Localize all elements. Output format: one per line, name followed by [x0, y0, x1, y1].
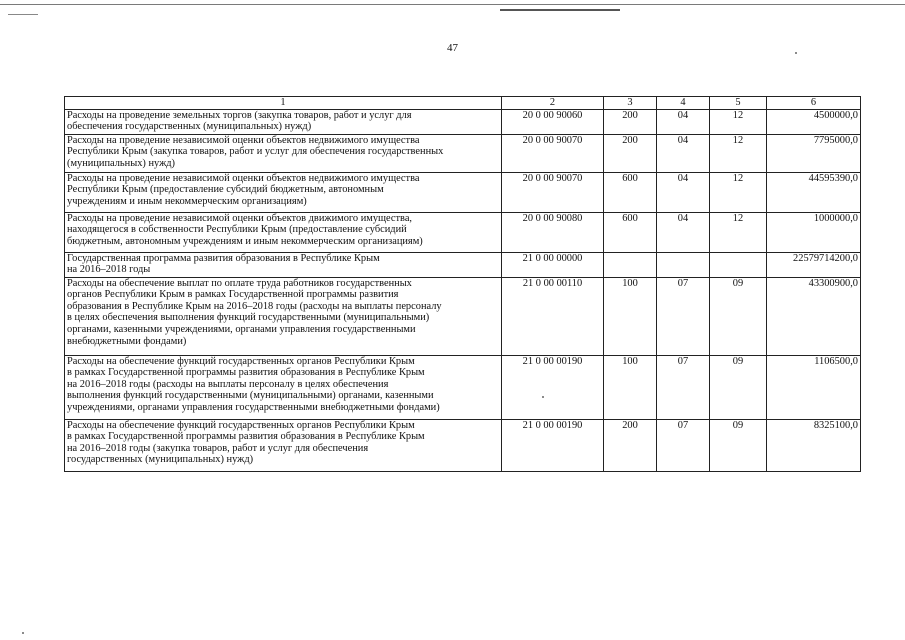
- row-amount: 22579714200,0: [767, 252, 861, 277]
- header-col-4: 4: [657, 97, 710, 110]
- row-section: 07: [657, 277, 710, 355]
- table-row: [65, 109, 861, 134]
- row-subsection: 12: [710, 172, 767, 212]
- row-amount: 7795000,0: [767, 134, 861, 172]
- row-subsection: 09: [710, 277, 767, 355]
- row-code: 20 0 00 90070: [502, 134, 604, 172]
- header-col-6: 6: [767, 97, 861, 110]
- row-name: Расходы на проведение земельных торгов (закупка товаров, работ и услуг для обеспечения государственных (муниципальных) нужд): [65, 109, 502, 134]
- header-col-1: 1: [65, 97, 502, 110]
- table-row: [65, 355, 861, 419]
- row-name: Расходы на проведение независимой оценки объектов недвижимого имущества Республики Крым (закупка товаров, работ и услуг для обеспечения государственных (муниципальных) нужд): [65, 134, 502, 172]
- row-expense-type: 600: [604, 172, 657, 212]
- row-code: 20 0 00 90060: [502, 109, 604, 134]
- row-section: [657, 252, 710, 277]
- scan-speck: [542, 396, 544, 398]
- row-name: Государственная программа развития образования в Республике Крым на 2016–2018 годы: [65, 252, 502, 277]
- page-number: 47: [447, 42, 458, 54]
- row-section: 04: [657, 134, 710, 172]
- row-subsection: 09: [710, 355, 767, 419]
- row-expense-type: 600: [604, 212, 657, 252]
- table-row: [65, 419, 861, 471]
- row-expense-type: 200: [604, 134, 657, 172]
- header-col-5: 5: [710, 97, 767, 110]
- scan-mark-top: [500, 9, 620, 11]
- row-expense-type: 100: [604, 277, 657, 355]
- row-section: 04: [657, 212, 710, 252]
- table-header-row: [65, 97, 861, 110]
- table-row: [65, 172, 861, 212]
- row-subsection: 12: [710, 109, 767, 134]
- header-col-3: 3: [604, 97, 657, 110]
- row-amount: 8325100,0: [767, 419, 861, 471]
- row-code: 21 0 00 00110: [502, 277, 604, 355]
- row-amount: 44595390,0: [767, 172, 861, 212]
- row-name: Расходы на обеспечение выплат по оплате труда работников государственных органов Республики Крым в рамках Государственной программы развития образования в Республике Крым на 2016–2018 годы (расходы на выплаты персоналу в целях обеспечения выполнения функций государственными (муниципальными) органами, казенными учреждениями, органами управления государственными внебюджетными фондами): [65, 277, 502, 355]
- row-name: Расходы на проведение независимой оценки объектов движимого имущества, находящегося в собственности Республики Крым (предоставление субсидий бюджетным, автономным учреждениям и иным некоммерческим организациям): [65, 212, 502, 252]
- row-code: 21 0 00 00190: [502, 419, 604, 471]
- scan-mark-left: [8, 14, 38, 15]
- row-amount: 43300900,0: [767, 277, 861, 355]
- table-row: [65, 134, 861, 172]
- scan-speck: [22, 632, 24, 634]
- row-expense-type: 100: [604, 355, 657, 419]
- row-name: Расходы на обеспечение функций государственных органов Республики Крым в рамках Государственной программы развития образования в Республике Крым на 2016–2018 годы (закупка товаров, работ и услуг для обеспечения государственных (муниципальных) нужд): [65, 419, 502, 471]
- row-expense-type: 200: [604, 419, 657, 471]
- row-section: 04: [657, 172, 710, 212]
- row-section: 07: [657, 419, 710, 471]
- row-expense-type: [604, 252, 657, 277]
- row-code: 21 0 00 00000: [502, 252, 604, 277]
- row-code: 21 0 00 00190: [502, 355, 604, 419]
- row-section: 07: [657, 355, 710, 419]
- row-subsection: [710, 252, 767, 277]
- row-subsection: 12: [710, 212, 767, 252]
- row-code: 20 0 00 90070: [502, 172, 604, 212]
- row-amount: 1000000,0: [767, 212, 861, 252]
- row-name: Расходы на обеспечение функций государственных органов Республики Крым в рамках Государственной программы развития образования в Республике Крым на 2016–2018 годы (расходы на выплаты персоналу в целях обеспечения выполнения функций государственными (муниципальными) органами, казенными учреждениями, органами управления государственными внебюджетными фондами): [65, 355, 502, 419]
- scan-speck: [795, 52, 797, 54]
- row-amount: 4500000,0: [767, 109, 861, 134]
- row-amount: 1106500,0: [767, 355, 861, 419]
- row-subsection: 09: [710, 419, 767, 471]
- table-row: [65, 212, 861, 252]
- row-section: 04: [657, 109, 710, 134]
- row-code: 20 0 00 90080: [502, 212, 604, 252]
- row-name: Расходы на проведение независимой оценки объектов недвижимого имущества Республики Крым (предоставление субсидий бюджетным, автономным учреждениям и иным некоммерческим организациям): [65, 172, 502, 212]
- row-expense-type: 200: [604, 109, 657, 134]
- budget-table: [64, 96, 861, 472]
- scan-border-top: [0, 4, 905, 5]
- table-row: [65, 277, 861, 355]
- table-row: [65, 252, 861, 277]
- header-col-2: 2: [502, 97, 604, 110]
- row-subsection: 12: [710, 134, 767, 172]
